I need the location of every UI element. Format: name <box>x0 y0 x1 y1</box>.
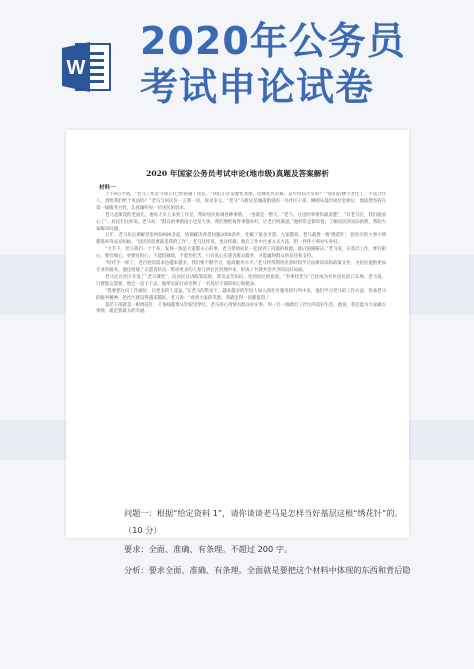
page-title <box>140 18 406 110</box>
header <box>0 0 474 120</box>
document-body <box>96 192 386 532</box>
paragraph: “时代不一样了，老百姓的需求也越来越多，我们要不断学习，提高服务水平。”老马经常利用业余时间学习法律知识和政策文件，为居民提供更加专业的服务。他还组建了志愿者队伍，带动更多的人参与到社区治理中来，形成了共建共治共享的良好局面。 <box>96 261 386 273</box>
title-line-2: 考试申论试卷 <box>140 65 375 109</box>
question-score: （10 分） <box>124 525 162 535</box>
question-analysis: 分析：要求全面、准确、有条理。全面就是要把这个材料中体现的东西和背后隐 <box>124 565 411 575</box>
paragraph: 上午9点半到，“老马工作室”四们口已经挤满了居民。“我们小区需要化粪池，电梯光亮未修，是可得以尽早吗？”“咱们的楼宇老化了，不适合住人，请给我们给个说法吗？”老马与居民你一言我一语，诉求多元。“老马”马新民是城南街道的一名社区干部，刚刚从基层岗位退休后，他依然坚持在第一线服务百姓，认真倾听每一位居民的诉求。 <box>96 192 386 211</box>
paragraph: 老马还在社区开设了“老马课堂”，向居民宣讲政策法规，普及安全知识，受到居民的欢迎。“有事找老马”已经成为社区居民的口头禅。老马说，只要群众需要，他会一直干下去。他用实际行动诠释了一名基层干部的初心和使命。 <box>96 274 386 287</box>
document-page <box>66 130 409 538</box>
paragraph: 五年，老马先后调解邻里纠纷600多起，协调解决各类问题2000余件，化解了很多矛盾。大家都说，老马就像一根‘绣花针’，把社区的大事小情都缝补得妥妥帖帖。“居民的需要就是我的工作”，老马这样说，也这样做。他在工作中注重方式方法，把一件件小事办实办好。 <box>96 233 386 246</box>
word-logo-letter: W <box>66 57 86 79</box>
paragraph: “我要把这份工作做好，让更多的人受益。”在老马的带动下，越来越多的年轻人加入到社区服务的行列中来，他们学习老马的工作方法，传承老马的服务精神，把社区建设得越来越好。老马说：“看到大家的笑脸，我就觉得一切都值得。” <box>96 288 386 301</box>
material-label: 材料一 <box>99 185 116 191</box>
paragraph: “大手下，老马我们一个个来，发现一条是大家都关心的事，老马带领居民一起找到了问题的根源，最后圆满解决。”老马说，在基层工作，要有耐心，要有细心，更要有恒心，不能怕麻烦，不能怕吃苦，只有真心实意为群众服务，才能赢得群众的信任和支持。 <box>96 247 386 260</box>
document-title: 2020 年国家公务员考试申论(地市级)真题及答案解析 <box>146 169 329 178</box>
paragraph: 基层干部就是一根绣花针，千条线都要从针眼里穿过。老马用心用情为群众办实事，用一针一线绣出了社区的美好生活。他说，我还能为大家做点事情，就是我最大的幸福。 <box>96 302 386 315</box>
question-line: 问题一：根据“给定资料 1”，请你谈谈老马是怎样当好基层这根“绣花针”的。 <box>124 508 403 518</box>
title-line-1: 2020年公务员 <box>140 19 406 63</box>
paragraph: 老马是街道的老面孔，他每天早上来到工作室，帮助居民协调各种事情，一坐就是一整天。“老马，这里的事情你最清楚”，“有老马在，我们就放心了”。居民们这样说。老马说：“群众的事情再小也是大事，我们要把每件事都办好，让老百姓满意。”他经常走街串巷，了解居民的实际困难，帮助大家解决问题。 <box>96 212 386 232</box>
question-requirement: 要求：全面、准确、有条理。不超过 200 字。 <box>124 544 293 554</box>
word-document-icon <box>62 38 112 96</box>
